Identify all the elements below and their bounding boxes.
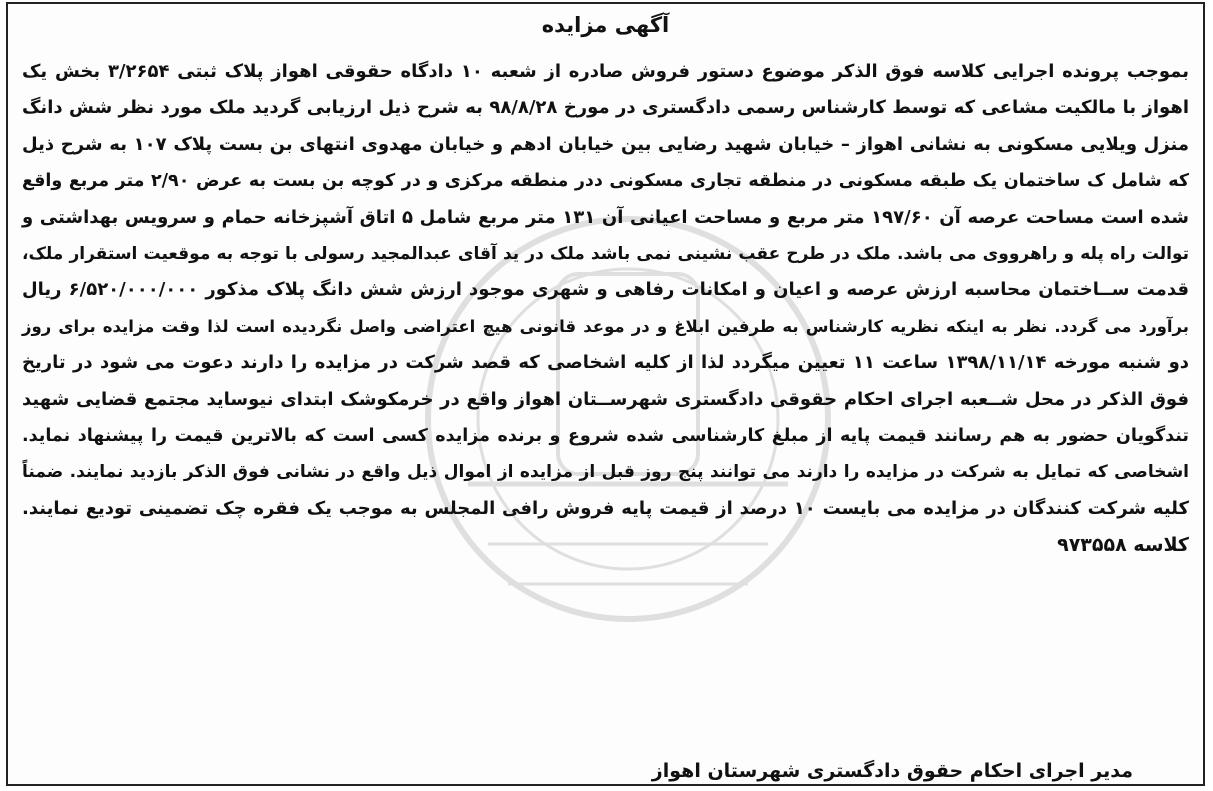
- notice-line: اشخاصی که تمایل به شرکت در مزایده را دارند می توانند پنج روز قبل از مزایده از اموال ذیل واقع در نشانی فوق الذکر بازدید نمایند. ضمناً: [22, 462, 1189, 483]
- case-number: کلاسه ۹۷۳۵۵۸: [1057, 534, 1189, 557]
- signature: مدیر اجرای احکام حقوق دادگستری شهرستان اهواز: [651, 760, 1133, 782]
- auction-notice: [6, 2, 1205, 786]
- notice-line: دو شنبه مورخه ۱۳۹۸/۱۱/۱۴ ساعت ۱۱ تعیین میگردد لذا از کلیه اشخاصی که قصد شرکت در مزایده را دارند دعوت می شود در تاریخ: [22, 352, 1190, 374]
- notice-line: تندگویان حضور به هم رسانند قیمت پایه از مبلغ کارشناسی شده شروع و برنده مزایده کسی است که بالاترین قیمت را پیشنهاد نماید.: [22, 425, 1189, 446]
- notice-line: منزل ویلایی مسکونی به نشانی اهواز – خیابان شهید رضایی بین خیابان ادهم و خیابان مهدوی انتهای بن بست پلاک ۱۰۷ به شرح ذیل: [22, 133, 1189, 155]
- notice-line: قدمت ســاختمان محاسبه ارزش عرصه و اعیان و امکانات رفاهی و شهری موجود ارزش شش دانگ پلاک مذکور ۶/۵۲۰/۰۰۰/۰۰۰ ریال: [22, 279, 1190, 301]
- notice-line: فوق الذکر در محل شــعبه اجرای احکام حقوقی دادگستری شهرســتان اهواز واقع در خرمکوشک ابتدای نیوساید مجتمع قضایی شهید: [22, 388, 1189, 410]
- notice-line: شده است مساحت عرصه آن ۱۹۷/۶۰ متر مربع و مساحت اعیانی آن ۱۳۱ متر مربع شامل ۵ اتاق آشپزخانه حمام و سرویس بهداشتی و: [22, 206, 1189, 228]
- notice-line: اهواز با مالکیت مشاعی که توسط کارشناس رسمی دادگستری در مورخ ۹۸/۸/۲۸ به شرح ذیل ارزیابی گردید ملک مورد نظر شش دانگ: [22, 97, 1189, 119]
- notice-line: بموجب پرونده اجرایی کلاسه فوق الذکر موضوع دستور فروش صادره از شعبه ۱۰ دادگاه حقوقی اهواز پلاک ثبتی ۳/۲۶۵۴ بخش یک: [22, 61, 1189, 82]
- notice-line: کلیه شرکت کنندگان در مزایده می بایست ۱۰ درصد از قیمت پایه فروش رافی المجلس به موجب یک فقره چک تضمینی تودیع نمایند.: [22, 497, 1189, 519]
- notice-line: برآورد می گردد. نظر به اینکه نظریه کارشناس به طرفین ابلاغ و در موعد قانونی هیچ اعتراضی واصل نگردیده است لذا وقت مزایده برای روز: [22, 316, 1189, 336]
- notice-title: آگهی مزایده: [541, 13, 670, 37]
- notice-line: که شامل ک ساختمان یک طبقه مسکونی در منطقه تجاری مسکونی ددر منطقه مرکزی و در کوچه بن بست به عرض ۲/۹۰ متر مربع واقع: [22, 171, 1189, 192]
- notice-line: توالت راه پله و راهرووی می باشد. ملک در طرح عقب نشینی نمی باشد ملک در ید آقای عبدالمجید رسولی با توجه به موقعیت استقرار ملک،: [22, 243, 1189, 264]
- notice-body: [22, 54, 1189, 563]
